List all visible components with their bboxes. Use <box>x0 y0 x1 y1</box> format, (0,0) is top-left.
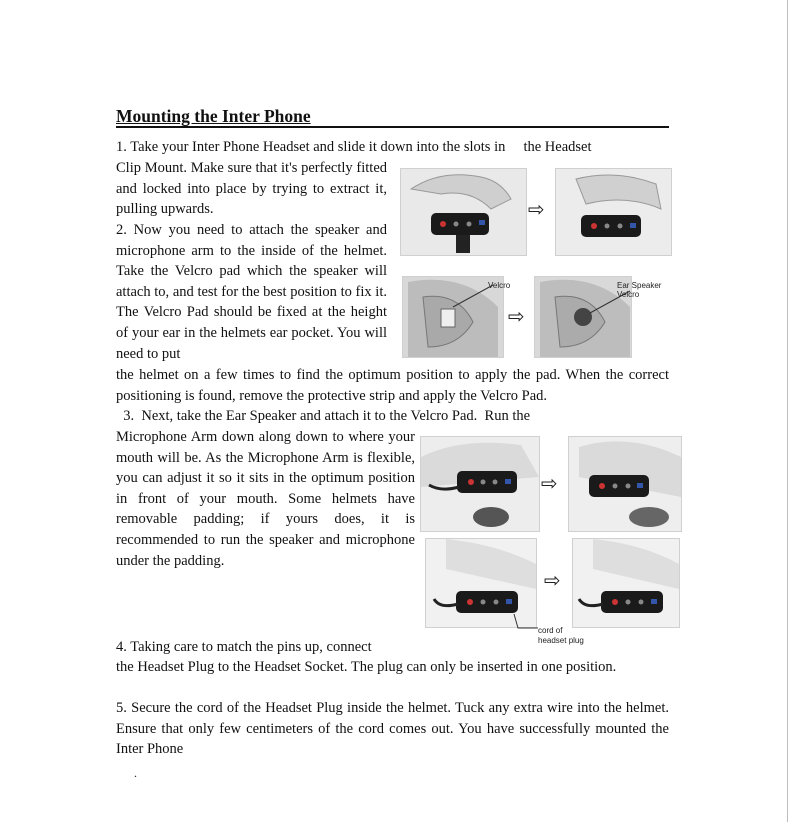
page-edge <box>787 0 788 822</box>
headset-plug-label: headset plug <box>538 636 584 645</box>
step5-text: 5. Secure the cord of the Headset Plug inside the helmet. Tuck any extra wire into the helmet. Ensure that only few centimeters of the cord comes out. You have successfully mounted the Inter Phone <box>116 700 669 758</box>
trailing-dot: . <box>134 766 137 780</box>
step1-first-line: 1. Take your Inter Phone Headset and slide it down into the slots in the Headset <box>116 139 592 155</box>
illustration-mic-arm-before <box>420 436 540 532</box>
step2-continued: the helmet on a few times to find the optimum position to apply the pad. When the correct positioning is found, remove the protective strip and apply the Velcro Pad. <box>116 367 669 404</box>
velcro-label-2: Velcro <box>617 290 640 299</box>
illustration-headset-slide-before <box>400 168 527 256</box>
step2-text: 2. Now you need to attach the speaker and microphone arm to the inside of the helmet. Take the Velcro pad which the speaker will attach to, and test for the best position to fix it. The Velcro Pad should be fixed at the height of your ear in the helmets ear pocket. You will need to put <box>116 222 387 362</box>
cord-pointer-line <box>510 612 540 632</box>
step4-text: the Headset Plug to the Headset Socket. The plug can only be inserted in one position. <box>116 659 617 675</box>
step3-first-line: 3. Next, take the Ear Speaker and attach it to the Velcro Pad. Run the <box>116 408 531 424</box>
arrow-right-icon: ⇨ <box>541 471 558 495</box>
page-title: Mounting the Inter Phone <box>116 106 669 128</box>
step1-text: Clip Mount. Make sure that it's perfectly fitted and locked into place by trying to extract it, pulling upwards. <box>116 160 387 218</box>
illustration-plug-after <box>572 538 680 628</box>
illustration-headset-slide-after <box>555 168 672 256</box>
cord-of-label: cord of <box>538 626 563 635</box>
illustration-mic-arm-after <box>568 436 682 532</box>
step3-text: Microphone Arm down along down to where your mouth will be. As the Microphone Arm is flexible, you can adjust it so it sits in the optimum position in front of your mouth. Some helmets have removable padding; if yours does, it is recommended to run the speaker and microphone under the padding. <box>116 429 415 569</box>
arrow-right-icon: ⇨ <box>508 304 525 328</box>
arrow-right-icon: ⇨ <box>544 568 561 592</box>
step4-first-line: 4. Taking care to match the pins up, connect <box>116 639 372 655</box>
ear-speaker-label: Ear Speaker <box>617 281 662 290</box>
arrow-right-icon: ⇨ <box>528 197 545 221</box>
velcro-label: Velcro <box>488 281 511 290</box>
